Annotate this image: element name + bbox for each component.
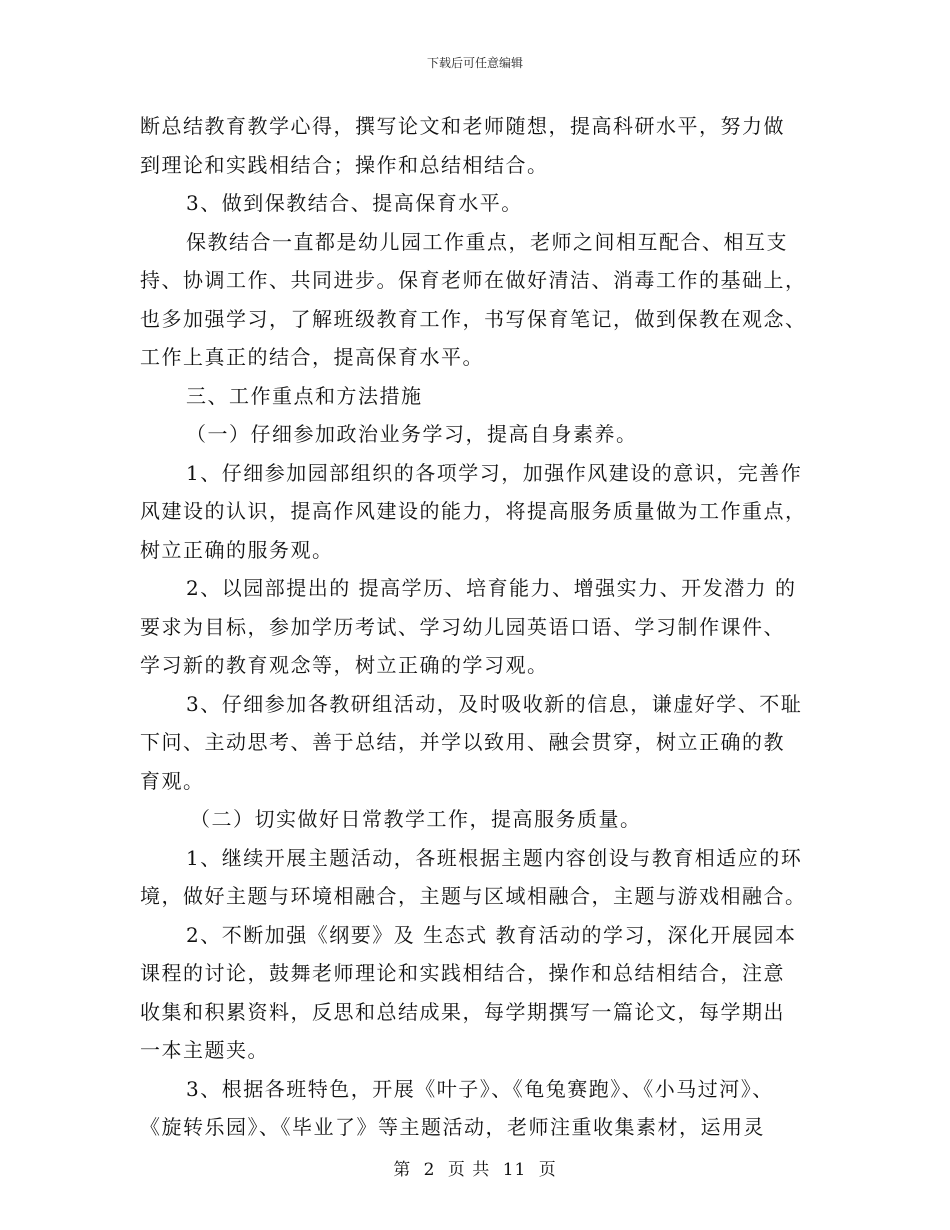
body-line: 境，做好主题与环境相融合，主题与区域相融合，主题与游戏相融合。 — [140, 884, 807, 908]
body-line: 断总结教育教学心得，撰写论文和老师随想，提高科研水平，努力做 — [140, 114, 785, 138]
body-line: 也多加强学习，了解班级教育工作，书写保育笔记，做到保教在观念、 — [140, 306, 807, 331]
subsection-heading: （二）切实做好日常教学工作，提高服务质量。 — [190, 807, 642, 831]
page-header-note: 下载后可任意编辑 — [426, 56, 523, 70]
body-line: 工作上真正的结合，提高保育水平。 — [140, 345, 484, 369]
footer-mid: 页 共 — [447, 1160, 491, 1180]
body-line: 要求为目标，参加学历考试、学习幼儿园英语口语、学习制作课件、 — [140, 614, 785, 639]
body-line: 3、做到保教结合、提高保育水平。 — [186, 191, 523, 215]
current-page-number: 2 — [423, 1160, 436, 1180]
body-line: 1、继续开展主题活动，各班根据主题内容创设与教育相适应的环 — [186, 845, 803, 870]
body-line: 1、仔细参加园部组织的各项学习，加强作风建设的意识，完善作 — [186, 460, 803, 485]
footer-prefix: 第 — [393, 1160, 412, 1180]
document-body — [140, 107, 825, 1147]
total-page-count: 11 — [502, 1160, 527, 1180]
body-line: 一本主题夹。 — [140, 1038, 269, 1062]
body-line: 育观。 — [140, 768, 205, 793]
body-line: 2、以园部提出的 提高学历、培育能力、增强实力、开发潜力 的 — [186, 576, 797, 600]
body-line: 3、根据各班特色，开展《叶子》、《龟兔赛跑》、《小马过河》、 — [186, 1076, 774, 1101]
body-line: 持、协调工作、共同进步。保育老师在做好清洁、消毒工作的基础上， — [140, 268, 807, 292]
footer-suffix: 页 — [538, 1160, 557, 1180]
body-line: 2、不断加强《纲要》及 生态式 教育活动的学习，深化开展园本 — [186, 922, 797, 947]
body-line: 收集和积累资料，反思和总结成果，每学期撰写一篇论文，每学期出 — [140, 999, 785, 1024]
body-line: 保教结合一直都是幼儿园工作重点，老师之间相互配合、相互支 — [186, 229, 788, 254]
subsection-heading: （一）仔细参加政治业务学习，提高自身素养。 — [186, 422, 638, 446]
body-line: 课程的讨论，鼓舞老师理论和实践相结合，操作和总结相结合，注意 — [140, 961, 785, 985]
body-line: 学习新的教育观念等，树立正确的学习观。 — [140, 653, 549, 677]
body-line: 风建设的认识，提高作风建设的能力，将提高服务质量做为工作重点， — [140, 499, 807, 523]
body-line: 3、仔细参加各教研组活动，及时吸收新的信息，谦虚好学、不耻 — [186, 691, 803, 716]
page-footer — [0, 1155, 950, 1180]
body-line: 《旋转乐园》、《毕业了》等主题活动，老师注重收集素材，运用灵 — [140, 1115, 765, 1139]
body-line: 树立正确的服务观。 — [140, 537, 334, 562]
body-line: 下问、主动思考、善于总结，并学以致用、融会贯穿，树立正确的教 — [140, 730, 785, 754]
section-heading: 三、工作重点和方法措施 — [186, 383, 423, 408]
body-line: 到理论和实践相结合；操作和总结相结合。 — [140, 152, 549, 177]
